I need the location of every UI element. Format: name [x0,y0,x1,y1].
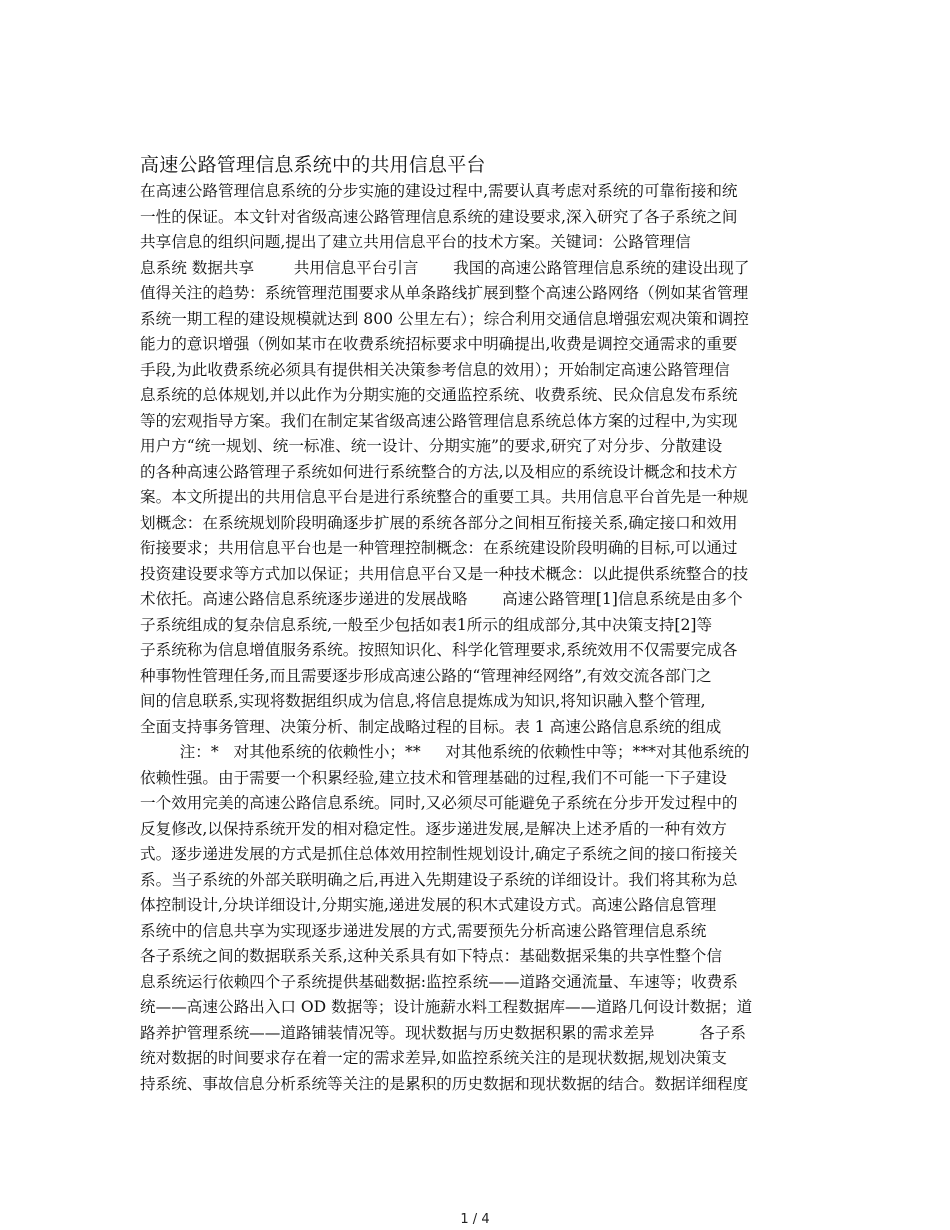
body-text-line: 子系统称为信息增值服务系统。按照知识化、科学化管理要求,系统效用不仅需要完成各 [140,641,738,659]
body-text-line: 全面支持事务管理、决策分析、制定战略过程的目标。表 1 高速公路信息系统的组成 [140,717,722,736]
body-text-line: 体控制设计,分块详细设计,分期实施,递进发展的积木式建设方式。高速公路信息管理 [140,896,717,914]
body-text-line: 息系统的总体规划,并以此作为分期实施的交通监控系统、收费系统、民众信息发布系统 [140,386,738,404]
document-body [140,179,820,1097]
body-text-line: 息系统 数据共享 共用信息平台引言 我国的高速公路管理信息系统的建设出现了 [140,258,750,277]
body-text-line: 间的信息联系,实现将数据组织成为信息,将信息提炼成为知识,将知识融入整个管理, [140,692,706,710]
body-text-line: 持系统、事故信息分析系统等关注的是累积的历史数据和现状数据的结合。数据详细程度 [140,1074,749,1093]
body-text-line: 用户方“统一规划、统一标准、统一设计、分期实施”的要求,研究了对分步、分散建设 [140,437,723,455]
document-title: 高速公路管理信息系统中的共用信息平台 [140,154,486,176]
body-text-line: 的各种高速公路管理子系统如何进行系统整合的方法,以及相应的系统设计概念和技术方 [140,462,738,481]
body-text-line: 案。本文所提出的共用信息平台是进行系统整合的重要工具。共用信息平台首先是一种规 [140,488,749,506]
body-text-line: 反复修改,以保持系统开发的相对稳定性。逐步递进发展,是解决上述矛盾的一种有效方 [140,819,727,838]
body-text-line: 能力的意识增强（例如某市在收费系统招标要求中明确提出,收费是调控交通需求的重要 [140,335,738,353]
body-text-line: 投资建设要求等方式加以保证；共用信息平台又是一种技术概念：以此提供系统整合的技 [140,564,749,583]
body-text-line: 注：* 对其他系统的依赖性小；** 对其他系统的依赖性中等；***对其他系统的 [140,743,750,761]
body-text-line: 各子系统之间的数据联系关系,这种关系具有如下特点：基础数据采集的共享性整个信 [140,947,722,965]
body-text-line: 划概念：在系统规划阶段明确逐步扩展的系统各部分之间相互衔接关系,确定接口和效用 [140,513,738,532]
body-text-line: 衔接要求；共用信息平台也是一种管理控制概念：在系统建设阶段明确的目标,可以通过 [140,539,738,557]
body-text-line: 子系统组成的复杂信息系统,一般至少包括如表1所示的组成部分,其中决策支持[2]等 [140,615,713,634]
body-text-line: 系统一期工程的建设规模就达到 800 公里左右）；综合利用交通信息增强宏观决策和调控 [140,309,749,328]
body-text-line: 依赖性强。由于需要一个积累经验,建立技术和管理基础的过程,我们不可能一下子建设 [140,768,727,787]
body-text-line: 术依托。高速公路信息系统逐步递进的发展战略 高速公路管理[1]信息系统是由多个 [140,590,743,608]
body-text-line: 一个效用完美的高速公路信息系统。同时,又必须尽可能避免子系统在分步开发过程中的 [140,794,738,812]
body-text-line: 统——高速公路出入口 OD 数据等；设计施薪水料工程数据库——道路几何设计数据；道 [140,998,753,1016]
body-text-line: 共享信息的组织问题,提出了建立共用信息平台的技术方案。关键词：公路管理信 [140,233,691,251]
body-text-line: 在高速公路管理信息系统的分步实施的建设过程中,需要认真考虑对系统的可靠衔接和统 [140,182,738,200]
body-text-line: 统对数据的时间要求存在着一定的需求差异,如监控系统关注的是现状数据,规划决策支 [140,1049,727,1067]
body-text-line: 种事物性管理任务,而且需要逐步形成高速公路的“管理神经网络”,有效交流各部门之 [140,666,712,685]
body-text-line: 息系统运行依赖四个子系统提供基础数据:监控系统——道路交通流量、车速等；收费系 [140,972,738,991]
body-text-line: 一性的保证。本文针对省级高速公路管理信息系统的建设要求,深入研究了各子系统之间 [140,207,738,226]
body-text-line: 式。逐步递进发展的方式是抓住总体效用控制性规划设计,确定子系统之间的接口衔接关 [140,845,738,863]
body-text-line: 路养护管理系统——道路铺装情况等。现状数据与历史数据积累的需求差异 各子系 [140,1023,746,1042]
body-text-line: 系。当子系统的外部关联明确之后,再进入先期建设子系统的详细设计。我们将其称为总 [140,870,738,889]
body-text-line: 值得关注的趋势：系统管理范围要求从单条路线扩展到整个高速公路网络（例如某省管理 [140,284,749,302]
body-text-line: 系统中的信息共享为实现逐步递进发展的方式,需要预先分析高速公路管理信息系统 [140,921,707,940]
page-number: 1 / 4 [460,1212,490,1227]
body-text-line: 等的宏观指导方案。我们在制定某省级高速公路管理信息系统总体方案的过程中,为实现 [140,411,738,430]
body-text-line: 手段,为此收费系统必须具有提供相关决策参考信息的效用）；开始制定高速公路管理信 [140,360,730,379]
